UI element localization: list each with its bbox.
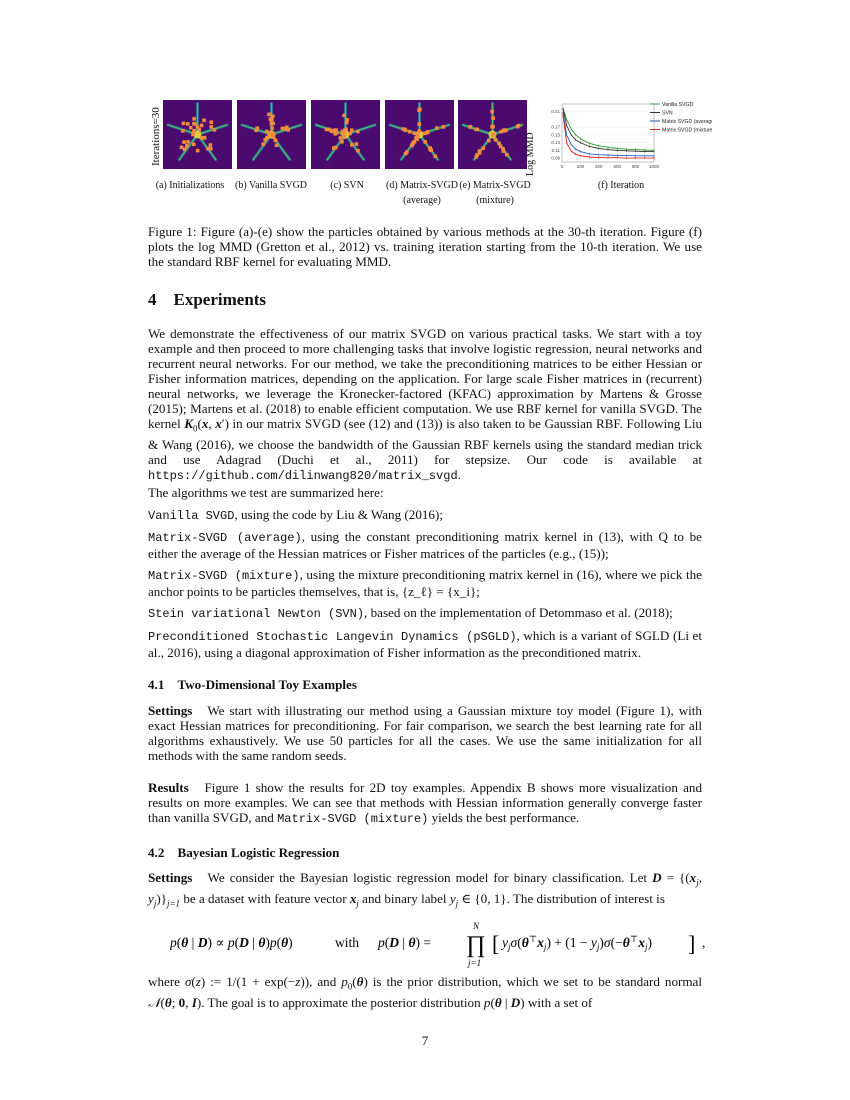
svg-text:with: with <box>335 935 360 950</box>
prior-text-e: with a set of <box>524 994 593 1010</box>
algo-desc: , based on the implementation of Detommaso et al. (2018); <box>364 605 673 620</box>
prior-text-c: is the prior distribution, which we set to be standard normal <box>367 974 702 989</box>
subsection-title: Two-Dimensional Toy Examples <box>177 677 357 692</box>
legend-label: Vanilla SVGD <box>662 101 694 108</box>
figure-row-label: Iterations=30 <box>150 107 162 166</box>
paragraph-intro: We demonstrate the effectiveness of our matrix SVGD on various practical tasks. We start with a toy example and then proceed to more challenging tasks that involve logistic regression, neural networks and recurrent neural networks. For our method, we take the preconditioning matrices to be either Hessian or Fisher information matrices, depending on the application. For large scale Fisher matrices in (recurrent) neural networks, we leverage the Kronecker-factored (KFAC) approximation by Martens & Grosse (2015); Martens et al. (2018) to enable efficient computation. We use RBF kernel for vanilla SVGD. The kernel $K_0(x$, x′) in our matrix SVGD (see (12) and (13)) is also taken to be Gaussian RBF. Following Liu & Wang (2016), we choose the bandwidth of the Gaussian RBF kernels using the standard median trick and use Adagrad (Duchi et al., 2011) for stepsize. Our code is available at https://github.com/dilinwang820/matrix_svgd. <box>148 326 703 483</box>
x-tick-label: 0 <box>560 164 564 169</box>
page-number: 7 <box>421 1033 429 1048</box>
posterior-equation <box>170 920 710 970</box>
y-tick-label: 0.09 <box>551 155 560 161</box>
particle-panel <box>385 100 454 169</box>
subsection-heading-4-2 <box>148 845 339 861</box>
kernel-symbol: K <box>184 416 193 431</box>
algo-item-svn <box>148 605 702 622</box>
particle-panel <box>311 100 380 169</box>
panel-caption-d: (d) Matrix-SVGD <box>386 180 458 191</box>
settings2-text-c: and binary label <box>358 890 450 906</box>
legend-label: Matrix SVGD (average) <box>662 118 712 125</box>
algo-item-vanilla <box>148 507 702 524</box>
y-tick-label: 0.11 <box>551 147 560 153</box>
algo-name: Matrix-SVGD (average) <box>148 531 302 545</box>
panel-caption-c: (c) SVN <box>330 180 364 191</box>
algo-name: Matrix-SVGD (mixture) <box>148 569 300 583</box>
algo-name: Stein variational Newton (SVN) <box>148 607 365 621</box>
panel-caption-b: (b) Vanilla SVGD <box>234 180 308 191</box>
svg-text:∏: ∏ <box>466 932 486 958</box>
settings2-text-b: be a dataset with feature vector <box>180 890 350 906</box>
y-tick-label: 0.21 <box>551 109 560 115</box>
y-tick-label: 0.17 <box>551 124 560 130</box>
figure-caption: Figure 1: Figure (a)-(e) show the particles obtained by various methods at the 30-th iteration. Figure (f) plots the log MMD (Gretton et al., 2012) vs. training iteration starting from the 10-th iteration. We use the standard RBF kernel for evaluating MMD. <box>148 224 702 269</box>
figure-1 <box>148 98 712 218</box>
algo-item-average <box>148 529 702 561</box>
panel-caption-e2: (mixture) <box>476 195 514 206</box>
algorithms-intro: The algorithms we test are summarized here: <box>148 485 384 500</box>
particle-panel <box>458 100 527 169</box>
subsection-number: 4.2 <box>148 845 165 860</box>
results-text-b: yields the best performance. <box>428 810 580 825</box>
paragraph-settings-1 <box>148 703 702 763</box>
prior-text-d: . The goal is to approximate the posterior distribution <box>201 994 484 1010</box>
algo-item-mixture <box>148 567 702 599</box>
svg-text:p(D | θ) =: p(D | θ) = <box>378 935 431 950</box>
algo-desc: , using the constant preconditioning matrix kernel in (13), with Q to be either the average of the Hessian matrices or Fisher matrices of the particles (e.g., (15)); <box>148 529 702 561</box>
prior-text-a: where <box>148 974 185 989</box>
code-url-link[interactable]: https://github.com/dilinwang820/matrix_svgd <box>148 468 458 483</box>
prior-text-b: , and <box>309 974 342 989</box>
x-tick-label: 1000 <box>648 164 660 169</box>
chart-caption: (f) Iteration <box>597 180 645 191</box>
x-tick-label: 400 <box>595 164 603 169</box>
algo-name: Preconditioned Stochastic Langevin Dynamics (pSGLD) <box>148 630 517 644</box>
algo-name: Vanilla SVGD <box>148 509 235 523</box>
paragraph-results <box>148 780 702 827</box>
settings-label: Settings <box>148 870 193 885</box>
paragraph-prior: where σ(z) := 1/(1 + exp(−z)), and $p_0(\theta)$ is the prior distribution, which we set to be standard normal 𝒩(θ; 0, I). The goal is to approximate the posterior distribution p(θ | D) with a set of <box>148 974 702 1010</box>
section-heading <box>148 290 266 310</box>
settings-text: We start with illustrating our method using a Gaussian mixture toy model (Figure 1), with exact Hessian matrices for preconditioning. For fair comparison, we search the best learning rate for all algorithms exhaustively. We use 50 particles for all the cases. We use the same initialization for all methods with the same random seeds. <box>148 703 702 763</box>
settings2-text-d: . The distribution of interest is <box>506 890 665 906</box>
section-number: 4 <box>148 290 157 309</box>
particle-panel <box>237 100 306 169</box>
results-code: Matrix-SVGD (mixture) <box>277 812 429 826</box>
svg-text:j=1: j=1 <box>468 958 482 968</box>
panel-caption-d2: (average) <box>403 195 441 206</box>
algo-item-psgld <box>148 628 702 660</box>
chart-y-label: Log MMD <box>525 132 536 176</box>
section-title: Experiments <box>173 290 267 309</box>
legend-label: Matrix SVGD (mixture) <box>662 127 712 134</box>
x-tick-label: 800 <box>631 164 640 169</box>
results-text-a: Figure 1 show the results for 2D toy examples. Appendix B shows more visualization and results on more examples. We can see that methods with Hessian information generally converge faster than vanilla SVGD, and <box>148 780 702 825</box>
svg-text:[: [ <box>492 931 500 956</box>
particle-panel <box>163 100 232 169</box>
algo-desc: , using the code by Liu & Wang (2016); <box>234 507 443 522</box>
paragraph-settings-2: Settings We consider the Bayesian logistic regression model for binary classification. Let $D = \{(x_j$, $y_j)\}_{j=1}$ be a dataset with feature vector $x_j$ and binary label $y_j$ ∈ {0, 1}. The distribution of interest is <box>148 870 703 909</box>
settings-label: Settings <box>148 703 193 718</box>
intro-text-b: in our matrix SVGD (see (12) and (13)) is also taken to be Gaussian RBF. Following Liu & Wang (2016), we choose the bandwidth of the Gaussian RBF kernels using the standard median trick and use Adagrad (Duchi et al., 2011) for stepsize. Our code is available at <box>148 416 703 467</box>
svg-text:,: , <box>702 935 706 950</box>
results-label: Results <box>148 780 189 795</box>
svg-text:yjσ(θ⊤xj) + (1 − yj)σ(−θ⊤xj): $y_j\sigma(\theta^⊤x_j) + (1 - y_j)\sigma(-\theta^⊤x_j)$ <box>502 934 652 952</box>
legend-label: SVN <box>662 110 673 117</box>
subsection-number: 4.1 <box>148 677 165 692</box>
panel-caption-e: (e) Matrix-SVGD <box>459 180 531 191</box>
svg-text:p(θ | D) ∝ p(D | θ)p(θ): p(θ | D) ∝ p(D | θ)p(θ) <box>170 935 293 950</box>
algo-desc: , using the mixture preconditioning matrix kernel in (16), where we pick the anchor points to be particles themselves, that is, {z_ℓ} = {x_i}; <box>148 567 702 599</box>
panel-caption-a: (a) Initializations <box>155 180 225 191</box>
y-tick-label: 0.15 <box>551 132 560 138</box>
x-tick-label: 600 <box>613 164 621 169</box>
x-tick-label: 200 <box>576 164 585 169</box>
subsection-title: Bayesian Logistic Regression <box>177 845 340 860</box>
svg-text:]: ] <box>688 931 696 956</box>
intro-text-a: We demonstrate the effectiveness of our matrix SVGD on various practical tasks. We start with a toy example and then proceed to more challenging tasks that involve logistic regression, neural networks and recurrent neural networks. For our method, we take the preconditioning matrices to be either Hessian or Fisher information matrices, depending on the application. For large scale Fisher matrices in (recurrent) neural networks, we leverage the Kronecker-factored (KFAC) approximation by Martens & Grosse (2015); Martens et al. (2018) to enable efficient computation. We use RBF kernel for vanilla SVGD. The kernel <box>148 326 702 431</box>
y-tick-label: 0.13 <box>551 140 560 146</box>
svg-text:N: N <box>473 921 480 931</box>
algo-desc: , which is a variant of SGLD (Li et al., 2016), using a diagonal approximation of Fisher information as the preconditioned matrix. <box>148 628 703 660</box>
settings2-text-a: We consider the Bayesian logistic regression model for binary classification. Let <box>207 870 653 885</box>
subsection-heading-4-1 <box>148 677 357 693</box>
